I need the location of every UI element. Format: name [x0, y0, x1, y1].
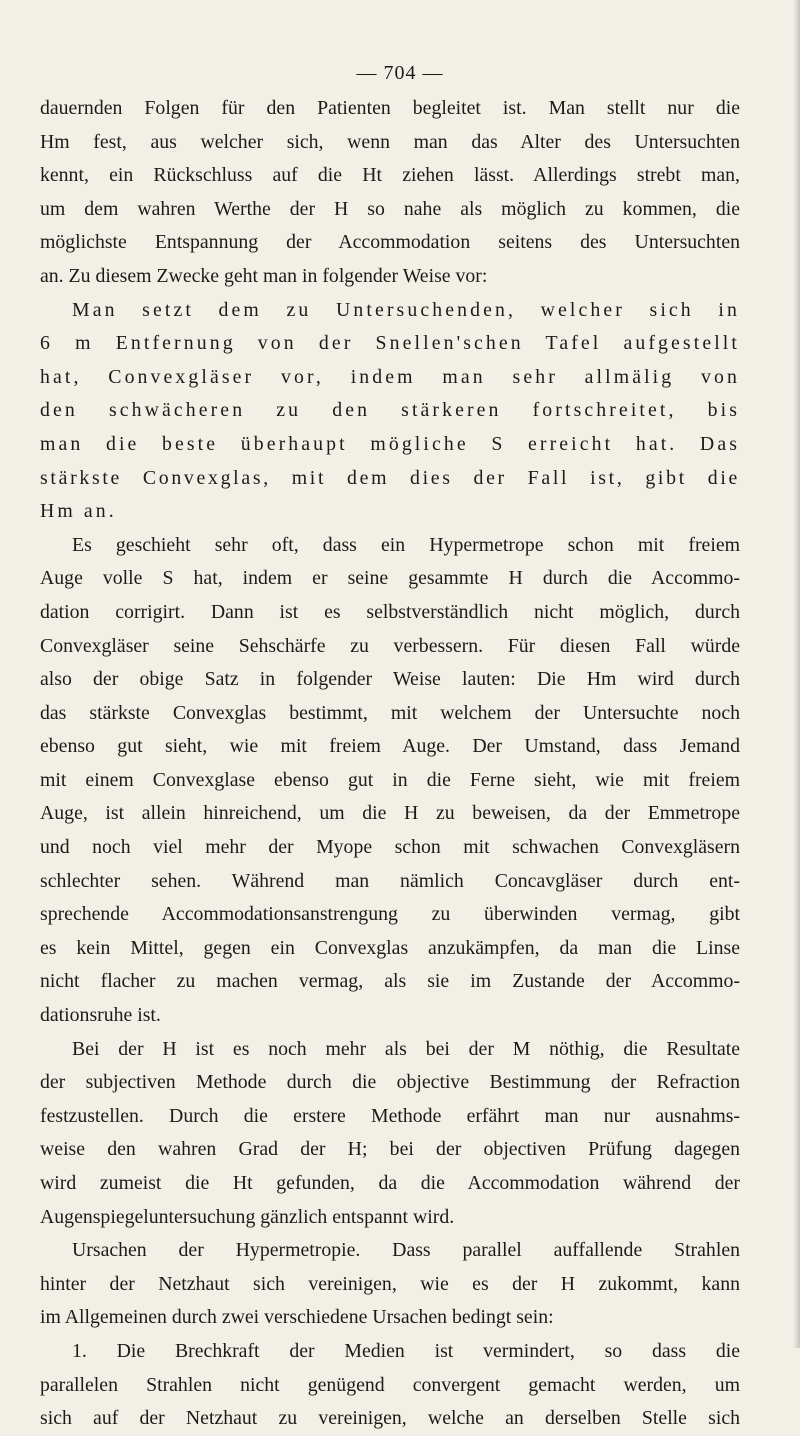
text-line: im Allgemeinen durch zwei verschiedene Ursachen bedingt sein:: [40, 1306, 554, 1329]
text-line: möglichste Entspannung der Accommodation seitens des Untersuchten: [40, 231, 740, 254]
text-line: Augenspiegeluntersuchung gänzlich entspannt wird.: [40, 1205, 455, 1228]
text-line: sprechende Accommodationsanstrengung zu überwinden vermag, gibt: [40, 903, 740, 926]
text-line: dauernden Folgen für den Patienten begleitet ist. Man stellt nur die: [40, 97, 740, 119]
text-line-spaced: Hm an.: [40, 500, 117, 523]
text-line: parallelen Strahlen nicht genügend convergent gemacht werden, um: [40, 1373, 740, 1396]
text-line-spaced: 6 m Entfernung von der Snellen'schen Tafel aufgestellt: [40, 332, 740, 355]
text-line-spaced: Man setzt dem zu Untersuchenden, welcher sich in: [72, 298, 740, 321]
text-line: hinter der Netzhaut sich vereinigen, wie es der H zukommt, kann: [40, 1272, 740, 1295]
text-line: Bei der H ist es noch mehr als bei der M nöthig, die Resultate: [72, 1037, 740, 1060]
text-line: das stärkste Convexglas bestimmt, mit welchem der Untersuchte noch: [40, 701, 740, 724]
text-line: es kein Mittel, gegen ein Convexglas anzukämpfen, da man die Linse: [40, 936, 740, 959]
text-line: ebenso gut sieht, wie mit freiem Auge. Der Umstand, dass Jemand: [40, 735, 740, 758]
page-edge-shadow: [793, 0, 800, 1348]
text-line: dationsruhe ist.: [40, 1004, 161, 1027]
text-line: also der obige Satz in folgender Weise lauten: Die Hm wird durch: [40, 668, 740, 691]
text-line: nicht flacher zu machen vermag, als sie im Zustande der Accommo-: [40, 970, 740, 993]
text-line: weise den wahren Grad der H; bei der objectiven Prüfung dagegen: [40, 1138, 740, 1161]
text-line-spaced: man die beste überhaupt mögliche S erreicht hat. Das: [40, 432, 740, 455]
text-line: 1. Die Brechkraft der Medien ist vermindert, so dass die: [72, 1339, 740, 1362]
text-line: und noch viel mehr der Myope schon mit schwachen Convexgläsern: [40, 836, 740, 859]
text-line: Es geschieht sehr oft, dass ein Hypermetrope schon mit freiem: [72, 533, 740, 556]
text-line: schlechter sehen. Während man nämlich Concavgläser durch ent-: [40, 869, 740, 892]
text-line: an. Zu diesem Zwecke geht man in folgender Weise vor:: [40, 264, 488, 287]
text-line: sich auf der Netzhaut zu vereinigen, welche an derselben Stelle sich: [40, 1407, 740, 1430]
text-line: Convexgläser seine Sehschärfe zu verbessern. Für diesen Fall würde: [40, 634, 740, 657]
text-line: um dem wahren Werthe der H so nahe als möglich zu kommen, die: [40, 197, 740, 220]
text-line: der subjectiven Methode durch die objective Bestimmung der Refraction: [40, 1071, 740, 1094]
text-line-spaced: den schwächeren zu den stärkeren fortschreitet, bis: [40, 399, 740, 422]
text-line: mit einem Convexglase ebenso gut in die Ferne sieht, wie mit freiem: [40, 768, 740, 791]
text-line-spaced: hat, Convexgläser vor, indem man sehr allmälig von: [40, 365, 740, 388]
text-line: Auge volle S hat, indem er seine gesammte H durch die Accommo-: [40, 567, 740, 590]
text-line: Auge, ist allein hinreichend, um die H zu beweisen, da der Emmetrope: [40, 802, 740, 825]
text-line: Hm fest, aus welcher sich, wenn man das Alter des Untersuchten: [40, 130, 740, 153]
body-text: [40, 92, 740, 1436]
text-line: wird zumeist die Ht gefunden, da die Accommodation während der: [40, 1172, 740, 1194]
text-line: Ursachen der Hypermetropie. Dass parallel auffallende Strahlen: [72, 1239, 740, 1262]
text-line: dation corrigirt. Dann ist es selbstverständlich nicht möglich, durch: [40, 600, 740, 623]
page-number: — 704 —: [356, 62, 444, 84]
text-line: kennt, ein Rückschluss auf die Ht ziehen lässt. Allerdings strebt man,: [40, 164, 740, 187]
text-line-spaced: stärkste Convexglas, mit dem dies der Fall ist, gibt die: [40, 466, 740, 489]
text-line: festzustellen. Durch die erstere Methode erfährt man nur ausnahms-: [40, 1104, 740, 1127]
